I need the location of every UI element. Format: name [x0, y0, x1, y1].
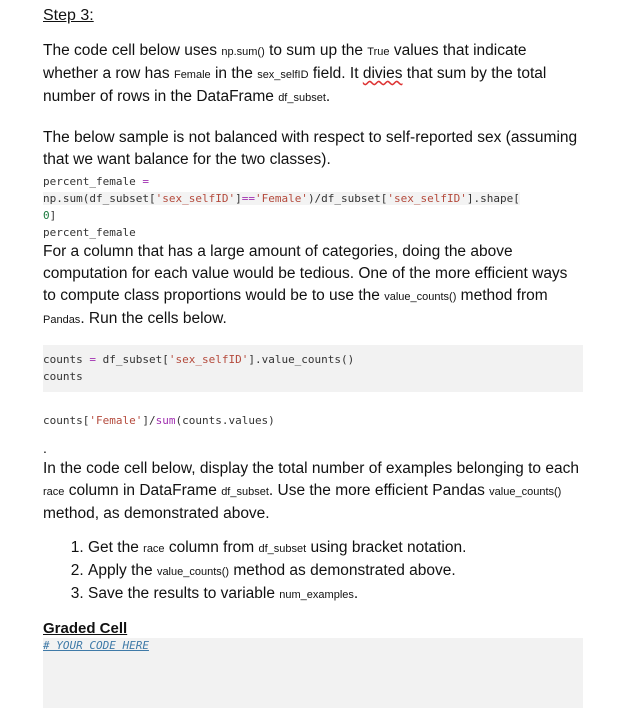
intro-paragraph: [43, 40, 583, 109]
inline-code: sex_selfID: [257, 69, 309, 81]
text: values that indicate whether a row has: [43, 42, 527, 82]
inline-code: df_subset: [278, 92, 326, 104]
code-cell-female-ratio[interactable]: counts['Female']/sum(counts.values): [43, 406, 583, 436]
text: . Run the cells below.: [80, 310, 227, 327]
list-item: 1. Get the race column from df_subset using bracket notation.: [88, 537, 583, 560]
inline-code: Female: [173, 69, 211, 81]
inline-code: value_counts(): [489, 486, 562, 498]
balance-paragraph: The below sample is not balanced with respect to self-reported sex (assuming that we want balance for the two classes).: [43, 129, 578, 168]
text: to sum up the: [264, 42, 368, 59]
text: . Use the more efficient Pandas: [268, 482, 490, 499]
text: method, as demonstrated above.: [43, 505, 270, 522]
text: For a column that has a large amount of categories, doing the above computation for each value would be tedious. One of the more efficient ways to compute class proportions would be to use the: [43, 243, 568, 304]
code-comment: # YOUR CODE HERE: [43, 639, 149, 652]
inline-code: True: [367, 46, 390, 58]
text: that sum by the total number of rows in the DataFrame: [43, 65, 547, 105]
text: in the: [210, 65, 258, 82]
list-item: 3. Save the results to variable num_examples.: [88, 583, 583, 606]
code-cell-counts[interactable]: counts = df_subset['sex_selfID'].value_counts() counts: [43, 345, 583, 392]
code-snippet-percent-female: percent_female = np.sum(df_subset['sex_selfID']=='Female')/df_subset['sex_selfID'].shape[ 0] percent_female: [43, 173, 583, 241]
text: method from: [456, 287, 548, 304]
misspelled-word: divies: [362, 65, 403, 82]
inline-code: value_counts(): [384, 291, 457, 303]
value-counts-paragraph: [43, 241, 583, 331]
text: The code cell below uses: [43, 42, 222, 59]
inline-code: Pandas: [43, 314, 81, 326]
inline-code: df_subset: [221, 486, 269, 498]
stray-dot: .: [43, 440, 47, 456]
graded-cell-label: Graded Cell: [43, 620, 128, 637]
list-item: 2. Apply the value_counts() method as demonstrated above.: [88, 560, 583, 583]
graded-code-cell[interactable]: [43, 638, 583, 708]
step-heading: Step 3:: [43, 7, 94, 24]
notebook-page: [43, 6, 583, 708]
text: column in DataFrame: [64, 482, 222, 499]
instruction-list: [43, 537, 583, 606]
inline-code: np.sum(): [221, 46, 265, 58]
instructions-paragraph: [43, 458, 583, 525]
text: field. It: [308, 65, 363, 82]
text: In the code cell below, display the total number of examples belonging to each: [43, 460, 579, 477]
inline-code: race: [43, 486, 65, 498]
text: .: [325, 88, 331, 105]
